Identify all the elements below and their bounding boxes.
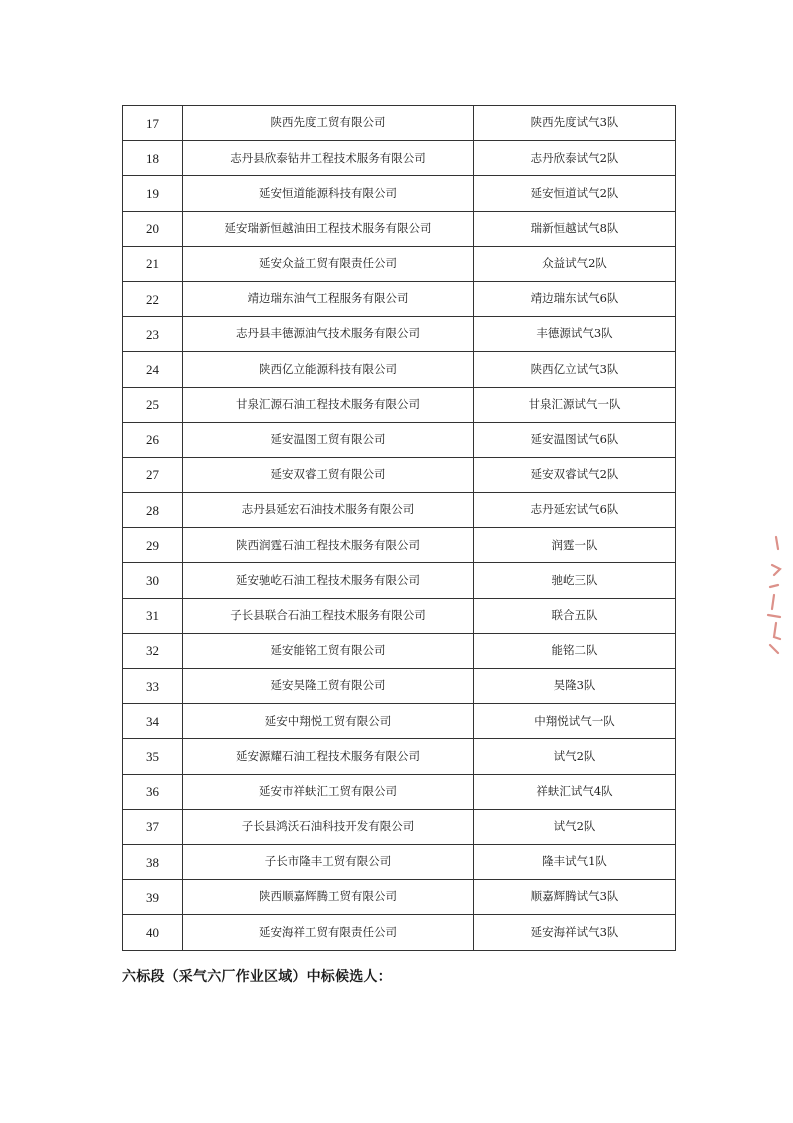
table-row	[123, 422, 676, 457]
row-number: 17	[123, 106, 183, 141]
row-number: 22	[123, 281, 183, 316]
team-name: 试气2队	[474, 739, 676, 774]
company-name: 志丹县丰德源油气技术服务有限公司	[183, 317, 474, 352]
row-number: 31	[123, 598, 183, 633]
team-name: 祥蚨汇试气4队	[474, 774, 676, 809]
row-number: 36	[123, 774, 183, 809]
table-row	[123, 704, 676, 739]
table-row	[123, 633, 676, 668]
company-name: 延安源耀石油工程技术服务有限公司	[183, 739, 474, 774]
company-name: 甘泉汇源石油工程技术服务有限公司	[183, 387, 474, 422]
row-number: 32	[123, 633, 183, 668]
team-name: 丰德源试气3队	[474, 317, 676, 352]
table-row	[123, 317, 676, 352]
team-name: 驰屹三队	[474, 563, 676, 598]
company-name: 延安驰屹石油工程技术服务有限公司	[183, 563, 474, 598]
team-name: 昊隆3队	[474, 669, 676, 704]
company-name: 陕西先度工贸有限公司	[183, 106, 474, 141]
row-number: 26	[123, 422, 183, 457]
company-name: 延安昊隆工贸有限公司	[183, 669, 474, 704]
company-name: 延安市祥蚨汇工贸有限公司	[183, 774, 474, 809]
table-row	[123, 106, 676, 141]
candidate-table	[122, 105, 676, 951]
company-name: 延安温图工贸有限公司	[183, 422, 474, 457]
company-name: 陕西亿立能源科技有限公司	[183, 352, 474, 387]
company-name: 延安双睿工贸有限公司	[183, 457, 474, 492]
team-name: 陕西亿立试气3队	[474, 352, 676, 387]
row-number: 19	[123, 176, 183, 211]
row-number: 34	[123, 704, 183, 739]
company-name: 陕西润霆石油工程技术服务有限公司	[183, 528, 474, 563]
row-number: 21	[123, 246, 183, 281]
team-name: 延安恒道试气2队	[474, 176, 676, 211]
company-name: 志丹县延宏石油技术服务有限公司	[183, 493, 474, 528]
table-row	[123, 809, 676, 844]
company-name: 陕西顺嘉辉腾工贸有限公司	[183, 880, 474, 915]
table-row	[123, 176, 676, 211]
row-number: 23	[123, 317, 183, 352]
row-number: 20	[123, 211, 183, 246]
company-name: 志丹县欣泰钻井工程技术服务有限公司	[183, 141, 474, 176]
company-name: 延安恒道能源科技有限公司	[183, 176, 474, 211]
table-row	[123, 493, 676, 528]
section-heading: 六标段（采气六厂作业区域）中标候选人：	[122, 969, 392, 985]
table-row	[123, 141, 676, 176]
table-row	[123, 774, 676, 809]
company-name: 子长县鸿沃石油科技开发有限公司	[183, 809, 474, 844]
team-name: 陕西先度试气3队	[474, 106, 676, 141]
table-row	[123, 281, 676, 316]
company-name: 延安海祥工贸有限责任公司	[183, 915, 474, 950]
team-name: 隆丰试气1队	[474, 844, 676, 879]
team-name: 中翔悦试气一队	[474, 704, 676, 739]
candidate-table-body	[123, 106, 676, 951]
row-number: 37	[123, 809, 183, 844]
table-row	[123, 880, 676, 915]
row-number: 29	[123, 528, 183, 563]
row-number: 39	[123, 880, 183, 915]
row-number: 25	[123, 387, 183, 422]
table-row	[123, 246, 676, 281]
team-name: 延安温图试气6队	[474, 422, 676, 457]
team-name: 联合五队	[474, 598, 676, 633]
team-name: 众益试气2队	[474, 246, 676, 281]
table-row	[123, 211, 676, 246]
company-name: 子长县联合石油工程技术服务有限公司	[183, 598, 474, 633]
table-row	[123, 457, 676, 492]
table-row	[123, 563, 676, 598]
table-row	[123, 844, 676, 879]
row-number: 18	[123, 141, 183, 176]
company-name: 延安中翔悦工贸有限公司	[183, 704, 474, 739]
table-row	[123, 528, 676, 563]
team-name: 能铭二队	[474, 633, 676, 668]
team-name: 顺嘉辉腾试气3队	[474, 880, 676, 915]
row-number: 30	[123, 563, 183, 598]
team-name: 志丹欣泰试气2队	[474, 141, 676, 176]
row-number: 28	[123, 493, 183, 528]
row-number: 38	[123, 844, 183, 879]
team-name: 甘泉汇源试气一队	[474, 387, 676, 422]
row-number: 24	[123, 352, 183, 387]
table-row	[123, 739, 676, 774]
table-row	[123, 915, 676, 950]
table-row	[123, 352, 676, 387]
row-number: 40	[123, 915, 183, 950]
company-name: 延安能铭工贸有限公司	[183, 633, 474, 668]
team-name: 靖边瑞东试气6队	[474, 281, 676, 316]
team-name: 延安双睿试气2队	[474, 457, 676, 492]
company-name: 靖边瑞东油气工程服务有限公司	[183, 281, 474, 316]
row-number: 35	[123, 739, 183, 774]
team-name: 延安海祥试气3队	[474, 915, 676, 950]
table-row	[123, 669, 676, 704]
company-name: 子长市隆丰工贸有限公司	[183, 844, 474, 879]
stamp-edge-mark	[762, 535, 784, 655]
team-name: 瑞新恒越试气8队	[474, 211, 676, 246]
company-name: 延安众益工贸有限责任公司	[183, 246, 474, 281]
team-name: 志丹延宏试气6队	[474, 493, 676, 528]
row-number: 33	[123, 669, 183, 704]
team-name: 试气2队	[474, 809, 676, 844]
row-number: 27	[123, 457, 183, 492]
team-name: 润霆一队	[474, 528, 676, 563]
company-name: 延安瑞新恒越油田工程技术服务有限公司	[183, 211, 474, 246]
table-row	[123, 598, 676, 633]
table-row	[123, 387, 676, 422]
